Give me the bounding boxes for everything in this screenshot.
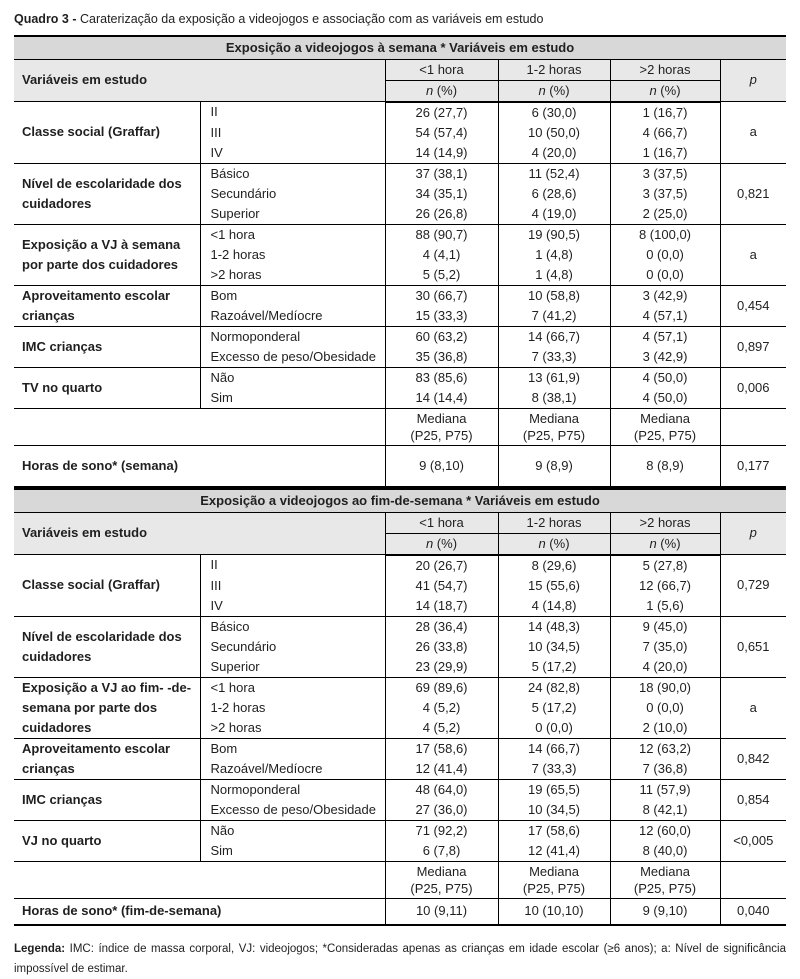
- median-header-cell: [385, 408, 498, 445]
- p-value-cell: 0,821: [720, 163, 786, 224]
- value-cell: 8 (38,1): [498, 388, 610, 409]
- value-cell: 7 (33,3): [498, 759, 610, 780]
- value-cell: 10 (10,10): [498, 898, 610, 925]
- category-cell: IV: [200, 143, 385, 164]
- value-cell: 2 (25,0): [610, 204, 720, 225]
- category-cell: 1-2 horas: [200, 698, 385, 718]
- table-row: [14, 555, 786, 576]
- p-value-cell: 0,040: [720, 898, 786, 925]
- table-row: [14, 163, 786, 184]
- median-header-cell: [385, 861, 498, 898]
- value-cell: 60 (63,2): [385, 326, 498, 347]
- value-cell: 5 (17,2): [498, 698, 610, 718]
- value-cell: 1 (16,7): [610, 143, 720, 164]
- value-cell: 4 (20,0): [498, 143, 610, 164]
- median-line1: Mediana: [529, 410, 579, 426]
- median-row-empty-label: [14, 408, 385, 445]
- col-header-1-2h: 1-2 horas: [498, 59, 610, 80]
- table-week: [14, 35, 786, 488]
- value-cell: 10 (34,5): [498, 637, 610, 657]
- p-value-cell: <0,005: [720, 820, 786, 861]
- sleep-row-label: Horas de sono* (fim-de-semana): [14, 898, 385, 925]
- value-cell: 54 (57,4): [385, 123, 498, 143]
- value-cell: 14 (14,9): [385, 143, 498, 164]
- n-symbol: n: [649, 535, 657, 551]
- value-cell: 0 (0,0): [610, 245, 720, 265]
- category-cell: Sim: [200, 388, 385, 409]
- value-cell: 8 (40,0): [610, 841, 720, 862]
- value-cell: 14 (14,4): [385, 388, 498, 409]
- p-value-cell: 0,454: [720, 285, 786, 326]
- row-group-label: IMC crianças: [14, 779, 200, 820]
- n-symbol: n: [425, 535, 434, 551]
- value-cell: 26 (27,7): [385, 102, 498, 123]
- median-line2: (P25, P75): [522, 427, 586, 443]
- category-cell: Excesso de peso/Obesidade: [200, 800, 385, 821]
- category-cell: Básico: [200, 616, 385, 637]
- n-symbol: n: [649, 82, 657, 98]
- median-header-row: [14, 408, 786, 445]
- col-header-gt2h: >2 horas: [610, 59, 720, 80]
- category-cell: >2 horas: [200, 718, 385, 739]
- value-cell: 4 (14,8): [498, 596, 610, 617]
- value-cell: 0 (0,0): [610, 698, 720, 718]
- value-cell: 17 (58,6): [385, 738, 498, 759]
- col-header-gt2h: >2 horas: [610, 512, 720, 533]
- median-header-cell: [498, 861, 610, 898]
- n-pct-header: [385, 80, 498, 102]
- value-cell: 7 (36,8): [610, 759, 720, 780]
- category-cell: Não: [200, 367, 385, 388]
- category-cell: Sim: [200, 841, 385, 862]
- value-cell: 19 (90,5): [498, 224, 610, 245]
- value-cell: 34 (35,1): [385, 184, 498, 204]
- n-symbol: n: [538, 82, 546, 98]
- category-cell: Normoponderal: [200, 779, 385, 800]
- category-cell: Normoponderal: [200, 326, 385, 347]
- category-cell: <1 hora: [200, 224, 385, 245]
- row-group-label: Aproveitamento escolar crianças: [14, 285, 200, 326]
- value-cell: 15 (55,6): [498, 576, 610, 596]
- value-cell: 30 (66,7): [385, 285, 498, 306]
- value-cell: 4 (20,0): [610, 657, 720, 678]
- value-cell: 8 (42,1): [610, 800, 720, 821]
- value-cell: 13 (61,9): [498, 367, 610, 388]
- n-pct-header: [498, 533, 610, 555]
- category-cell: IV: [200, 596, 385, 617]
- category-cell: II: [200, 555, 385, 576]
- value-cell: 4 (57,1): [610, 326, 720, 347]
- value-cell: 83 (85,6): [385, 367, 498, 388]
- value-cell: 10 (34,5): [498, 800, 610, 821]
- p-value-cell: 0,651: [720, 616, 786, 677]
- value-cell: 11 (57,9): [610, 779, 720, 800]
- median-line2: (P25, P75): [633, 427, 697, 443]
- category-cell: 1-2 horas: [200, 245, 385, 265]
- category-cell: Razoável/Medíocre: [200, 306, 385, 327]
- value-cell: 9 (8,10): [385, 445, 498, 487]
- value-cell: 24 (82,8): [498, 677, 610, 698]
- value-cell: 3 (42,9): [610, 347, 720, 368]
- row-group-label: VJ no quarto: [14, 820, 200, 861]
- value-cell: 88 (90,7): [385, 224, 498, 245]
- category-cell: Razoável/Medíocre: [200, 759, 385, 780]
- n-symbol: n: [425, 82, 434, 98]
- p-value-cell: [720, 408, 786, 445]
- row-group-label: Exposição a VJ à semana por parte dos cuidadores: [14, 224, 200, 285]
- row-group-label: IMC crianças: [14, 326, 200, 367]
- value-cell: 0 (0,0): [610, 265, 720, 286]
- p-value-cell: a: [720, 677, 786, 738]
- value-cell: 23 (29,9): [385, 657, 498, 678]
- pct-symbol: (%): [656, 535, 681, 551]
- value-cell: 8 (8,9): [610, 445, 720, 487]
- value-cell: 1 (4,8): [498, 245, 610, 265]
- legend-label: Legenda:: [14, 943, 66, 955]
- p-value-cell: 0,729: [720, 555, 786, 617]
- table-row: [14, 738, 786, 759]
- value-cell: 7 (41,2): [498, 306, 610, 327]
- value-cell: 12 (41,4): [385, 759, 498, 780]
- value-cell: 9 (45,0): [610, 616, 720, 637]
- value-cell: 10 (58,8): [498, 285, 610, 306]
- caption-text: Caraterização da exposição a videojogos e associação com as variáveis em estudo: [79, 12, 544, 26]
- table-week-header-row: [14, 59, 786, 80]
- category-cell: Secundário: [200, 184, 385, 204]
- value-cell: 48 (64,0): [385, 779, 498, 800]
- col-header-lt1h: <1 hora: [385, 59, 498, 80]
- value-cell: 17 (58,6): [498, 820, 610, 841]
- col-header-lt1h: <1 hora: [385, 512, 498, 533]
- pct-symbol: (%): [433, 535, 458, 551]
- pct-symbol: (%): [545, 82, 570, 98]
- value-cell: 4 (4,1): [385, 245, 498, 265]
- value-cell: 26 (33,8): [385, 637, 498, 657]
- table-row: [14, 820, 786, 841]
- value-cell: 12 (66,7): [610, 576, 720, 596]
- median-row-empty-label: [14, 861, 385, 898]
- sleep-hours-row: [14, 898, 786, 925]
- table-weekend-header-row: [14, 512, 786, 533]
- value-cell: 71 (92,2): [385, 820, 498, 841]
- p-value-cell: 0,177: [720, 445, 786, 487]
- pct-symbol: (%): [545, 535, 570, 551]
- table-row: [14, 779, 786, 800]
- value-cell: 41 (54,7): [385, 576, 498, 596]
- value-cell: 20 (26,7): [385, 555, 498, 576]
- value-cell: 15 (33,3): [385, 306, 498, 327]
- category-cell: III: [200, 123, 385, 143]
- value-cell: 8 (29,6): [498, 555, 610, 576]
- value-cell: 3 (42,9): [610, 285, 720, 306]
- category-cell: Básico: [200, 163, 385, 184]
- table-weekend-band-title: Exposição a videojogos ao fim-de-semana * Variáveis em estudo: [14, 489, 786, 512]
- variables-header: Variáveis em estudo: [14, 59, 385, 102]
- median-line1: Mediana: [640, 410, 690, 426]
- category-cell: II: [200, 102, 385, 123]
- table-row: [14, 616, 786, 637]
- n-pct-header: [385, 533, 498, 555]
- median-header-cell: [610, 408, 720, 445]
- table-row: [14, 285, 786, 306]
- value-cell: 8 (100,0): [610, 224, 720, 245]
- p-value-cell: 0,897: [720, 326, 786, 367]
- median-line2: (P25, P75): [633, 880, 697, 896]
- sleep-hours-row: [14, 445, 786, 487]
- p-value-cell: 0,854: [720, 779, 786, 820]
- category-cell: Bom: [200, 738, 385, 759]
- table-caption: [14, 12, 786, 26]
- table-row: [14, 224, 786, 245]
- table-row: [14, 326, 786, 347]
- value-cell: 12 (60,0): [610, 820, 720, 841]
- p-value-cell: 0,842: [720, 738, 786, 779]
- category-cell: Secundário: [200, 637, 385, 657]
- row-group-label: Nível de escolaridade dos cuidadores: [14, 163, 200, 224]
- value-cell: 5 (17,2): [498, 657, 610, 678]
- category-cell: Superior: [200, 204, 385, 225]
- value-cell: 5 (27,8): [610, 555, 720, 576]
- value-cell: 18 (90,0): [610, 677, 720, 698]
- value-cell: 27 (36,0): [385, 800, 498, 821]
- value-cell: 4 (5,2): [385, 718, 498, 739]
- category-cell: III: [200, 576, 385, 596]
- value-cell: 6 (30,0): [498, 102, 610, 123]
- pct-symbol: (%): [433, 82, 458, 98]
- table-week-band-title: Exposição a videojogos à semana * Variáveis em estudo: [14, 36, 786, 59]
- n-pct-header: [610, 533, 720, 555]
- table-row: [14, 102, 786, 123]
- row-group-label: Classe social (Graffar): [14, 102, 200, 164]
- category-cell: Bom: [200, 285, 385, 306]
- col-header-1-2h: 1-2 horas: [498, 512, 610, 533]
- value-cell: 4 (19,0): [498, 204, 610, 225]
- row-group-label: Classe social (Graffar): [14, 555, 200, 617]
- caption-number: Quadro 3 -: [14, 12, 80, 26]
- legend-text: IMC: índice de massa corporal, VJ: videojogos; *Consideradas apenas as crianças em idade escolar (≥6 anos); a: Nível de significância impossível de estimar.: [14, 943, 786, 975]
- value-cell: 10 (9,11): [385, 898, 498, 925]
- median-header-cell: [498, 408, 610, 445]
- table-row: [14, 367, 786, 388]
- median-header-row: [14, 861, 786, 898]
- median-line1: Mediana: [416, 410, 467, 426]
- value-cell: 4 (50,0): [610, 388, 720, 409]
- value-cell: 5 (5,2): [385, 265, 498, 286]
- row-group-label: Exposição a VJ ao fim- -de-semana por parte dos cuidadores: [14, 677, 200, 738]
- value-cell: 3 (37,5): [610, 163, 720, 184]
- value-cell: 28 (36,4): [385, 616, 498, 637]
- value-cell: 14 (66,7): [498, 326, 610, 347]
- table-row: [14, 677, 786, 698]
- n-pct-header: [498, 80, 610, 102]
- value-cell: 11 (52,4): [498, 163, 610, 184]
- table-weekend: [14, 488, 786, 926]
- median-line1: Mediana: [529, 863, 579, 879]
- median-line1: Mediana: [416, 863, 467, 879]
- value-cell: 14 (66,7): [498, 738, 610, 759]
- table-weekend-band-row: [14, 489, 786, 512]
- value-cell: 14 (18,7): [385, 596, 498, 617]
- value-cell: 1 (4,8): [498, 265, 610, 286]
- value-cell: 6 (28,6): [498, 184, 610, 204]
- p-value-cell: a: [720, 224, 786, 285]
- value-cell: 35 (36,8): [385, 347, 498, 368]
- value-cell: 10 (50,0): [498, 123, 610, 143]
- median-line2: (P25, P75): [410, 427, 473, 443]
- median-line1: Mediana: [640, 863, 690, 879]
- value-cell: 4 (50,0): [610, 367, 720, 388]
- p-value-cell: [720, 861, 786, 898]
- value-cell: 12 (63,2): [610, 738, 720, 759]
- value-cell: 4 (66,7): [610, 123, 720, 143]
- value-cell: 9 (8,9): [498, 445, 610, 487]
- value-cell: 2 (10,0): [610, 718, 720, 739]
- category-cell: <1 hora: [200, 677, 385, 698]
- median-line2: (P25, P75): [410, 880, 473, 896]
- category-cell: Superior: [200, 657, 385, 678]
- n-pct-header: [610, 80, 720, 102]
- row-group-label: Aproveitamento escolar crianças: [14, 738, 200, 779]
- row-group-label: TV no quarto: [14, 367, 200, 408]
- value-cell: 19 (65,5): [498, 779, 610, 800]
- value-cell: 3 (37,5): [610, 184, 720, 204]
- value-cell: 12 (41,4): [498, 841, 610, 862]
- value-cell: 7 (35,0): [610, 637, 720, 657]
- value-cell: 0 (0,0): [498, 718, 610, 739]
- value-cell: 9 (9,10): [610, 898, 720, 925]
- value-cell: 69 (89,6): [385, 677, 498, 698]
- value-cell: 1 (5,6): [610, 596, 720, 617]
- row-group-label: Nível de escolaridade dos cuidadores: [14, 616, 200, 677]
- p-value-cell: 0,006: [720, 367, 786, 408]
- value-cell: 4 (57,1): [610, 306, 720, 327]
- value-cell: 14 (48,3): [498, 616, 610, 637]
- category-cell: Excesso de peso/Obesidade: [200, 347, 385, 368]
- median-header-cell: [610, 861, 720, 898]
- table-legend: [14, 939, 786, 979]
- value-cell: 1 (16,7): [610, 102, 720, 123]
- pct-symbol: (%): [656, 82, 681, 98]
- category-cell: Não: [200, 820, 385, 841]
- median-line2: (P25, P75): [522, 880, 586, 896]
- category-cell: >2 horas: [200, 265, 385, 286]
- variables-header: Variáveis em estudo: [14, 512, 385, 555]
- value-cell: 6 (7,8): [385, 841, 498, 862]
- sleep-row-label: Horas de sono* (semana): [14, 445, 385, 487]
- value-cell: 4 (5,2): [385, 698, 498, 718]
- value-cell: 37 (38,1): [385, 163, 498, 184]
- p-value-cell: a: [720, 102, 786, 164]
- table-week-band-row: [14, 36, 786, 59]
- n-symbol: n: [538, 535, 546, 551]
- p-column-header: p: [720, 59, 786, 102]
- value-cell: 7 (33,3): [498, 347, 610, 368]
- value-cell: 26 (26,8): [385, 204, 498, 225]
- p-column-header: p: [720, 512, 786, 555]
